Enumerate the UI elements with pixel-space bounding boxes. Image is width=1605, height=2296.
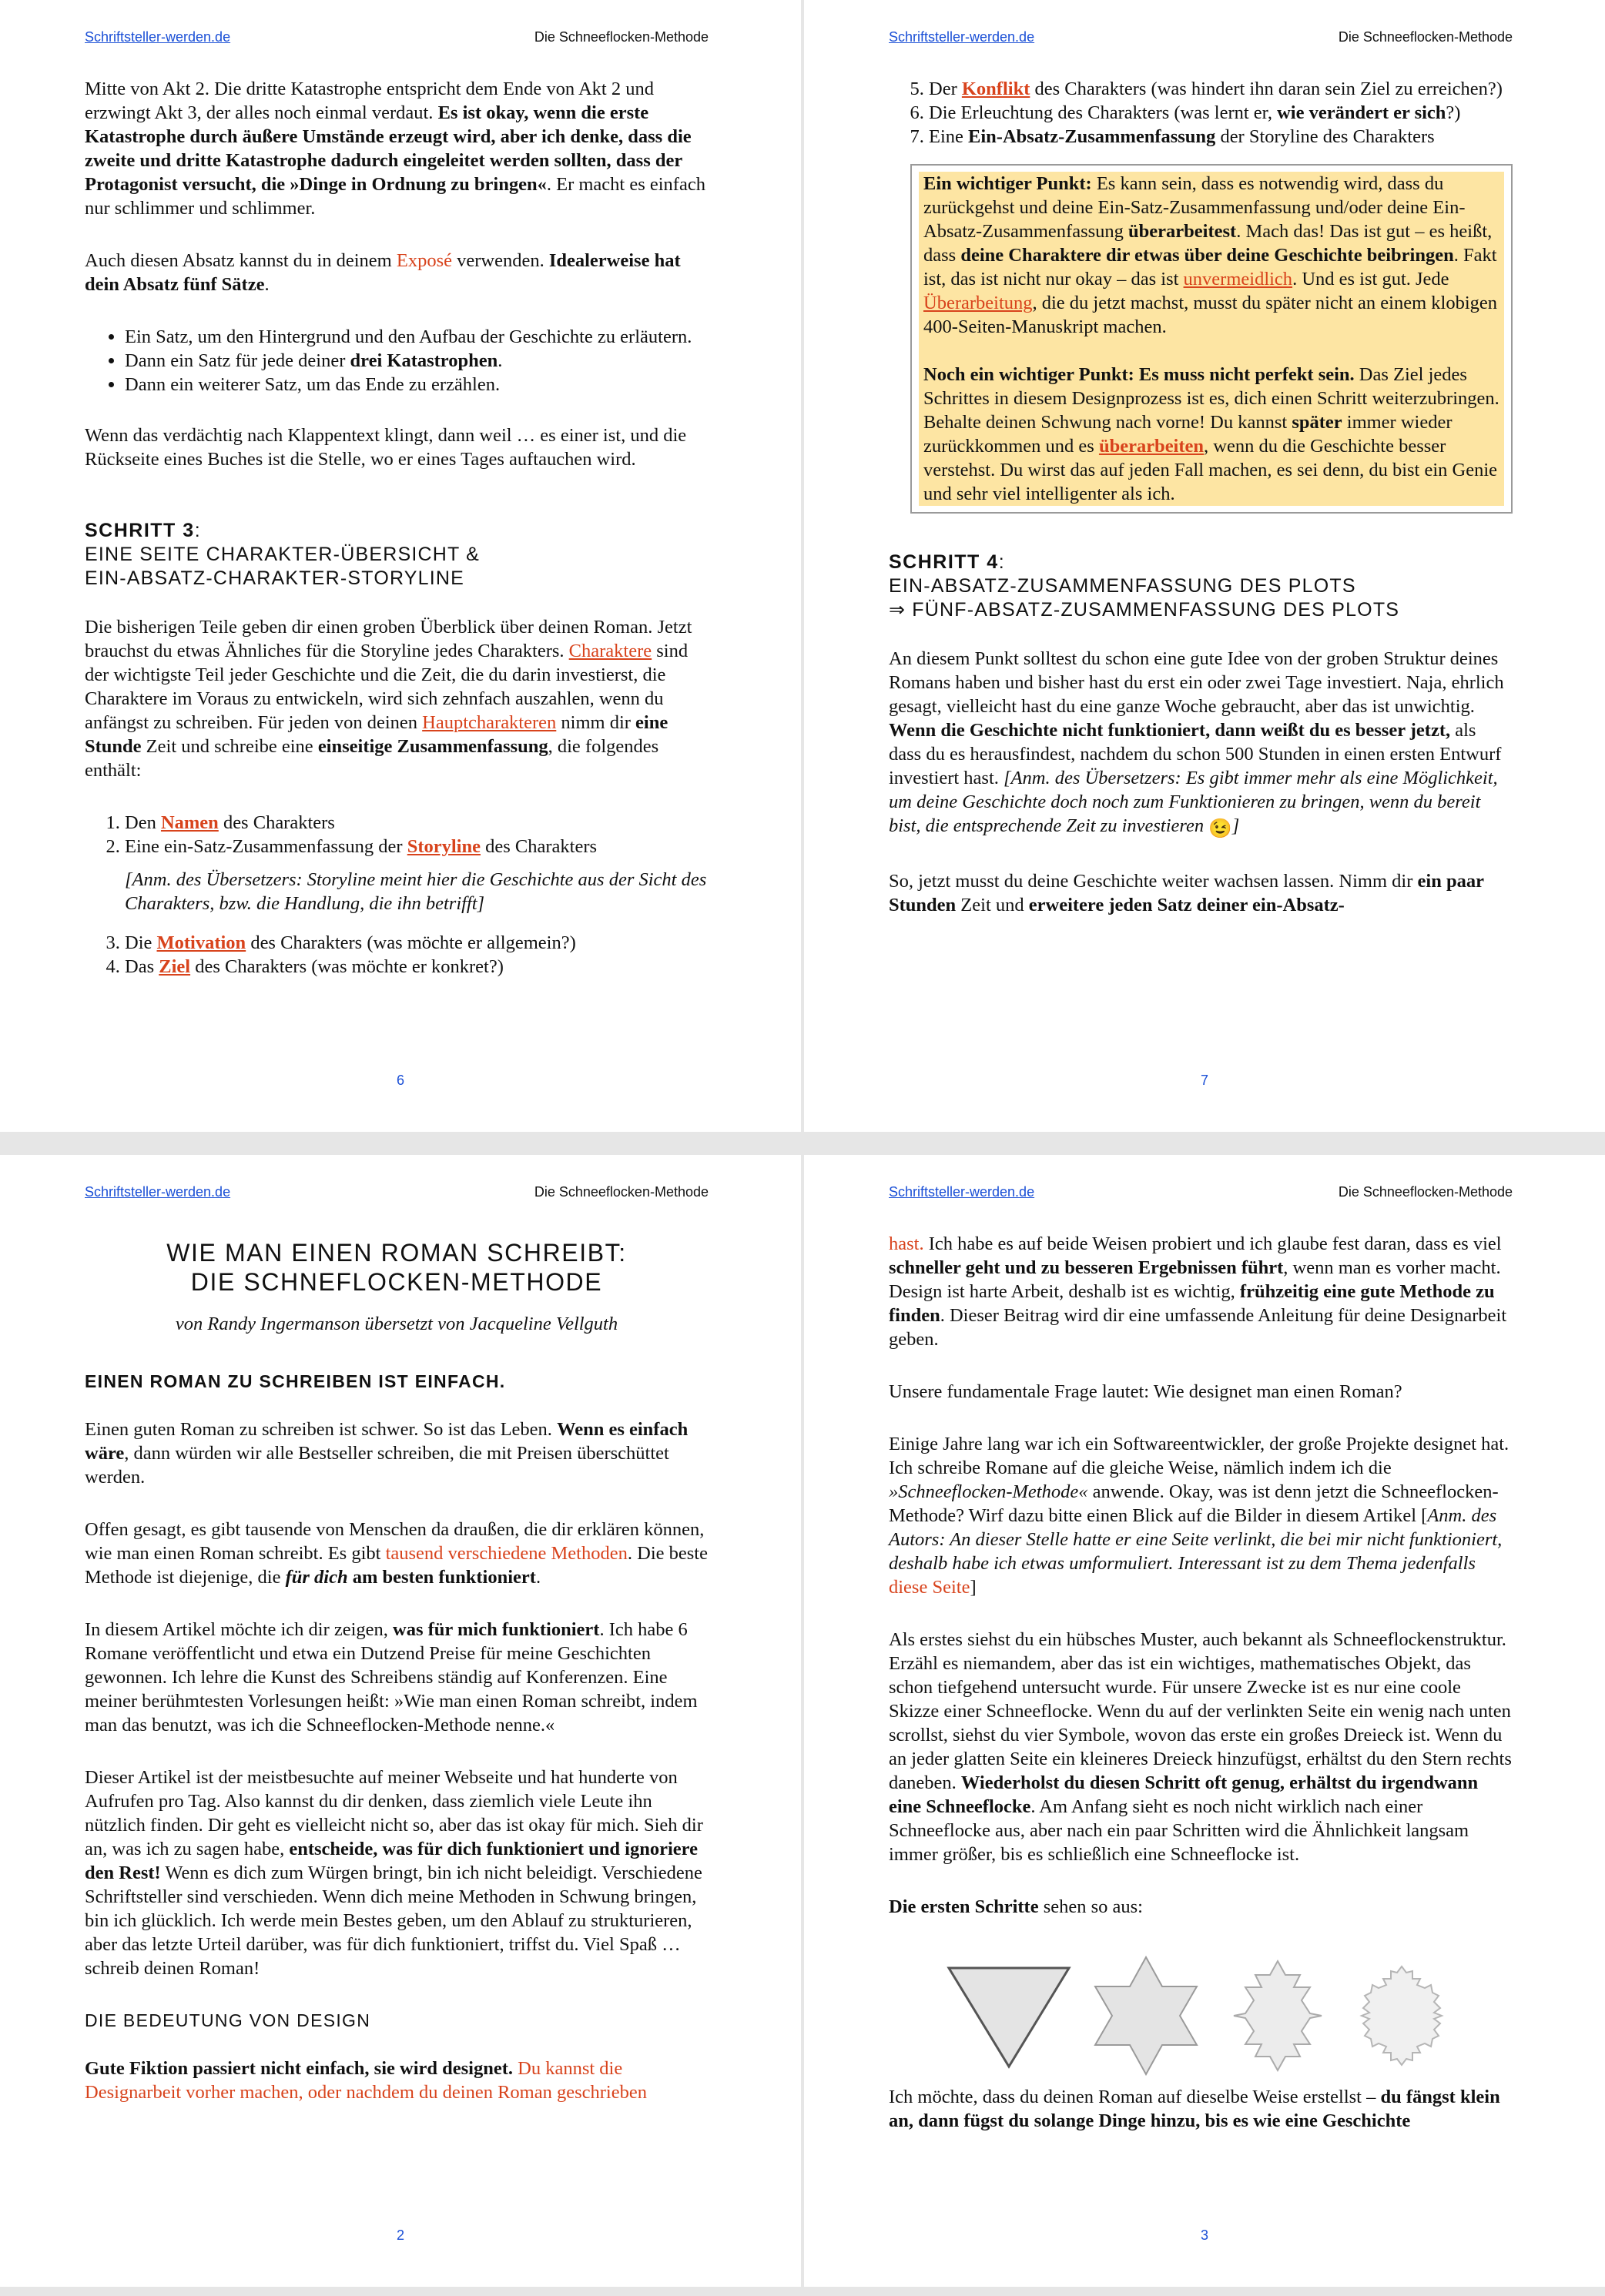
page-body bbox=[889, 1232, 1513, 2161]
storyline-link[interactable]: Storyline bbox=[407, 836, 481, 857]
page-header bbox=[85, 1184, 709, 1207]
page-number: 3 bbox=[1200, 2227, 1208, 2243]
page-body bbox=[889, 77, 1513, 946]
page-header bbox=[85, 29, 709, 52]
page-number: 2 bbox=[396, 2227, 404, 2243]
step-heading: SCHRITT 4: EIN-ABSATZ-ZUSAMMENFASSUNG DES PLOTS ⇒ FÜNF-ABSATZ-ZUSAMMENFASSUNG DES PLOTS bbox=[889, 551, 1400, 621]
list-item: • Ein Satz, um den Hintergrund und den Aufbau der Geschichte zu erläutern. bbox=[125, 325, 709, 349]
expose-link[interactable]: Exposé bbox=[396, 250, 452, 271]
doc-title: Die Schneeflocken-Methode bbox=[1338, 29, 1513, 45]
page-number: 7 bbox=[1200, 1073, 1208, 1088]
list-item: 1. Den Namen des Charakters bbox=[125, 811, 709, 835]
paragraph: hast. Ich habe es auf beide Weisen probiert und ich glaube fest daran, dass es viel schneller geht und zu besseren Ergebnissen führt, wenn man es vorher macht. Design ist harte Arbeit, deshalb ist es wichtig, frühzeitig eine gute Methode zu finden. Dieser Beitrag wird dir eine umfassende Anleitung für deine Designarbeit geben. bbox=[889, 1233, 1507, 1350]
doc-title: Die Schneeflocken-Methode bbox=[534, 29, 709, 45]
paragraph: Mitte von Akt 2. Die dritte Katastrophe entspricht dem Ende von Akt 2 und erzwingt Akt 3, der alles noch einmal verdaut. Es ist okay, wenn die erste Katastrophe durch äußere Umstände erzeugt wird, aber ich denke, dass die zweite und dritte Katastrophe dadurch eingeleitet werden sollten, dass der Protagonist versucht, die »Dinge in Ordnung zu bringen«. Er macht es einfach nur schlimmer und schlimmer. bbox=[85, 79, 705, 219]
star-icon bbox=[1084, 1954, 1208, 2077]
numbered-list bbox=[85, 811, 709, 979]
snowflake-step4-icon bbox=[1348, 1962, 1456, 2070]
snowflake-figure bbox=[889, 1954, 1513, 2077]
paragraph: Auch diesen Absatz kannst du in deinem Exposé verwenden. Idealerweise hat dein Absatz fünf Sätze. bbox=[85, 250, 681, 295]
list-item: 3. Die Motivation des Charakters (was möchte er allgemein?) bbox=[125, 931, 709, 955]
list-item: 4. Das Ziel des Charakters (was möchte er konkret?) bbox=[125, 955, 709, 979]
list-item: • Dann ein weiterer Satz, um das Ende zu erzählen. bbox=[125, 373, 709, 397]
namen-link[interactable]: Namen bbox=[160, 812, 219, 833]
methoden-link[interactable]: tausend verschiedene Methoden bbox=[385, 1543, 628, 1564]
list-item: 7. Eine Ein-Absatz-Zusammenfassung der Storyline des Charakters bbox=[929, 125, 1513, 149]
page-body bbox=[85, 1238, 709, 2133]
main-title: WIE MAN EINEN ROMAN SCHREIBT: DIE SCHNEFLOCKEN-METHODE bbox=[166, 1239, 627, 1296]
site-link[interactable]: Schriftsteller-werden.de bbox=[85, 29, 231, 45]
paragraph: Unsere fundamentale Frage lautet: Wie designet man einen Roman? bbox=[889, 1381, 1402, 1402]
box-paragraph: Noch ein wichtiger Punkt: Es muss nicht perfekt sein. Das Ziel jedes Schrittes in diesem Designprozess ist es, dich einen Schritt weiterzubringen. Behalte deinen Schwung nach vorne! Du kannst später immer wieder zurückkommen und es überarbeiten, wenn du die Geschichte besser verstehst. Du wirst das auf jeden Fall machen, es sei denn, du bist ein Genie und sehr viel intelligenter als ich. bbox=[923, 364, 1499, 504]
page-7 bbox=[804, 0, 1605, 1132]
site-link[interactable]: Schriftsteller-werden.de bbox=[889, 29, 1035, 45]
byline: von Randy Ingermanson übersetzt von Jacqueline Vellguth bbox=[175, 1314, 618, 1334]
paragraph: Die ersten Schritte sehen so aus: bbox=[889, 1896, 1143, 1917]
page-3 bbox=[804, 1155, 1605, 2287]
page-number: 6 bbox=[396, 1073, 404, 1088]
ziel-link[interactable]: Ziel bbox=[159, 956, 191, 977]
unvermeidlich-link[interactable]: unvermeidlich bbox=[1183, 269, 1293, 290]
designarbeit-link[interactable]: Du kannst die Designarbeit vorher machen, oder nachdem du deinen Roman geschrieben bbox=[85, 2058, 647, 2103]
paragraph: In diesem Artikel möchte ich dir zeigen, was für mich funktioniert. Ich habe 6 Romane veröffentlicht und etwa ein Dutzend Preise für meine Geschichten gewonnen. Ich lehre die Kunst des Schreibens ständig auf Konferenzen. Eine meiner berühmtesten Vorlesungen heißt: »Wie man einen Roman schreibt, indem man das benutzt, was ich die Schneeflocken-Methode nenne.« bbox=[85, 1619, 698, 1735]
paragraph: Die bisherigen Teile geben dir einen groben Überblick über deinen Roman. Jetzt brauchst du etwas Ähnliches für die Storyline jedes Charakters. Charaktere sind der wichtigste Teil jeder Geschichte und die Zeit, die du darin investierst, die Charaktere im Voraus zu entwickeln, wird sich zehnfach auszahlen, wenn du anfängst zu schreiben. Für jeden von deinen Hauptcharakteren nimm dir eine Stunde Zeit und schreibe eine einseitige Zusammenfassung, die folgendes enthält: bbox=[85, 617, 692, 781]
wink-emoji-icon: 😉 bbox=[1208, 818, 1232, 839]
page-body bbox=[85, 77, 709, 994]
paragraph: So, jetzt musst du deine Geschichte weiter wachsen lassen. Nimm dir ein paar Stunden Zeit und erweitere jeden Satz deiner ein-Absatz- bbox=[889, 871, 1484, 915]
motivation-link[interactable]: Motivation bbox=[156, 932, 246, 953]
site-link[interactable]: Schriftsteller-werden.de bbox=[889, 1184, 1035, 1200]
paragraph: An diesem Punkt solltest du schon eine gute Idee von der groben Struktur deines Romans haben und bisher hast du erst ein oder zwei Tage investiert. Naja, ehrlich gesagt, vielleicht hast du eine ganze Woche gebraucht, aber das ist unwichtig. Wenn die Geschichte nicht funktioniert, dann weißt du es besser jetzt, als dass du es herausfindest, nachdem du schon 500 Stunden in einen ersten Entwurf investiert hast. [Anm. des Übersetzers: Es gibt immer mehr als eine Möglichkeit, um deine Geschichte doch noch zum Funktionieren zu bringen, wenn du bereit bist, die entsprechende Zeit zu investieren 😉] bbox=[889, 648, 1504, 839]
section-heading: DIE BEDEUTUNG VON DESIGN bbox=[85, 2010, 371, 2030]
step-heading: SCHRITT 3: EINE SEITE CHARAKTER-ÜBERSICHT & EIN-ABSATZ-CHARAKTER-STORYLINE bbox=[85, 520, 481, 589]
paragraph: Ich möchte, dass du deinen Roman auf dieselbe Weise erstellst – du fängst klein an, dann fügst du solange Dinge hinzu, bis es wie eine Geschichte bbox=[889, 2087, 1500, 2131]
page-header bbox=[889, 1184, 1513, 1207]
diese-seite-link[interactable]: diese Seite bbox=[889, 1577, 970, 1598]
bullet-list bbox=[85, 325, 709, 397]
list-item: • Dann ein Satz für jede deiner drei Katastrophen. bbox=[125, 349, 709, 373]
page-2 bbox=[0, 1155, 801, 2287]
snowflake-step3-icon bbox=[1220, 1958, 1335, 2073]
ueberarbeitung-link[interactable]: Überarbeitung bbox=[923, 293, 1033, 313]
hauptcharaktere-link[interactable]: Hauptcharakteren bbox=[422, 712, 557, 733]
paragraph: Als erstes siehst du ein hübsches Muster, auch bekannt als Schneeflockenstruktur. Erzähl es niemandem, aber das ist ein wichtiges, mathematisches Objekt, das schon tiefgehend untersucht wurde. Für unsere Zwecke ist es nur eine coole Skizze einer Schneeflocke. Wenn du auf der verlinkten Seite ein wenig nach unten scrollst, siehst du vier Symbole, wovon das erste ein großes Dreieck ist. Wenn du an jeder glatten Seite ein kleineres Dreieck hinzufügst, erhältst du den Stern rechts daneben. Wiederholst du diesen Schritt oft genug, erhältst du irgendwann eine Schneeflocke. Am Anfang sieht es noch nicht wirklich nach einer Schneeflocke aus, aber nach ein paar Schritten wird die Ähnlichkeit langsam immer größer, bis es schließlich eine Schneeflocke ist. bbox=[889, 1629, 1512, 1865]
translator-note: [Anm. des Übersetzers: Storyline meint hier die Geschichte aus der Sicht des Charakters, bzw. die Handlung, die ihn betrifft] bbox=[125, 869, 707, 914]
doc-title: Die Schneeflocken-Methode bbox=[1338, 1184, 1513, 1200]
page-6 bbox=[0, 0, 801, 1132]
paragraph: Einige Jahre lang war ich ein Softwareentwickler, der große Projekte designet hat. Ich schreibe Romane auf die gleiche Weise, nämlich indem ich die »Schneeflocken-Methode« anwende. Okay, was ist denn jetzt die Schneeflocken-Methode? Wirf dazu bitte einen Blick auf die Bilder in diesem Artikel [Anm. des Autors: An dieser Stelle hatte er eine Seite verlinkt, die bei mir nicht funktioniert, deshalb habe ich etwas umformuliert. Interessant ist zu dem Thema jedenfalls diese Seite] bbox=[889, 1434, 1510, 1598]
page-header bbox=[889, 29, 1513, 52]
paragraph: Wenn das verdächtig nach Klappentext klingt, dann weil … es einer ist, und die Rückseite eines Buches ist die Stelle, wo er eines Tages auftauchen wird. bbox=[85, 425, 687, 470]
konflikt-link[interactable]: Konflikt bbox=[961, 79, 1030, 99]
ueberarbeiten-link[interactable]: überarbeiten bbox=[1098, 436, 1205, 457]
numbered-list bbox=[889, 77, 1513, 149]
charaktere-link[interactable]: Charaktere bbox=[568, 641, 652, 661]
paragraph: Einen guten Roman zu schreiben ist schwer. So ist das Leben. Wenn es einfach wäre, dann würden wir alle Bestseller schreiben, die mit Preisen überschüttet werden. bbox=[85, 1419, 689, 1488]
list-item: 2. Eine ein-Satz-Zusammenfassung der Storyline des Charakters [Anm. des Übersetzers: Storyline meint hier die Geschichte aus der Sicht des Charakters, bzw. die Handlung, die ihn betrifft] bbox=[125, 835, 709, 915]
hast-link[interactable]: hast. bbox=[889, 1233, 924, 1254]
box-paragraph: Ein wichtiger Punkt: Es kann sein, dass es notwendig wird, dass du zurückgehst und deine Ein-Satz-Zusammenfassung und/oder deine Ein-Absatz-Zusammenfassung überarbeitest. Mach das! Das ist gut – es heißt, dass deine Charaktere dir etwas über deine Geschichte beibringen. Fakt ist, das ist nicht nur okay – das ist unvermeidlich. Und es ist gut. Jede Überarbeitung, die du jetzt machst, musst du später nicht an einem klobigen 400-Seiten-Manuskript machen. bbox=[923, 173, 1498, 337]
triangle-icon bbox=[946, 1962, 1072, 2070]
doc-title: Die Schneeflocken-Methode bbox=[534, 1184, 709, 1200]
section-heading: EINEN ROMAN ZU SCHREIBEN IST EINFACH. bbox=[85, 1371, 506, 1391]
paragraph: Dieser Artikel ist der meistbesuchte auf meiner Webseite und hat hunderte von Aufrufen pro Tag. Also kannst du dir denken, dass ziemlich viele Leute ihn nützlich finden. Dir geht es vielleicht nicht so, aber das ist okay für mich. Sieh dir an, was ich zu sagen habe, entscheide, was für dich funktioniert und ignoriere den Rest! Wenn es dich zum Würgen bringt, bin ich nicht beleidigt. Verschiedene Schriftsteller sind verschieden. Wenn dich meine Methoden in Schwung bringen, bin ich glücklich. Ich werde mein Bestes geben, um den Ablauf zu strukturieren, aber das letzte Urteil darüber, was für dich funktioniert, triffst du. Viel Spaß … schreib deinen Roman! bbox=[85, 1767, 703, 1979]
list-item: 5. Der Konflikt des Charakters (was hindert ihn daran sein Ziel zu erreichen?) bbox=[929, 77, 1513, 101]
site-link[interactable]: Schriftsteller-werden.de bbox=[85, 1184, 231, 1200]
paragraph: Offen gesagt, es gibt tausende von Menschen da draußen, die dir erklären können, wie man einen Roman schreibt. Es gibt tausend verschiedene Methoden. Die beste Methode ist diejenige, die für dich am besten funktioniert. bbox=[85, 1519, 708, 1588]
highlight-box bbox=[910, 164, 1513, 514]
paragraph: Gute Fiktion passiert nicht einfach, sie wird designet. Du kannst die Designarbeit vorher machen, oder nachdem du deinen Roman geschrieben bbox=[85, 2058, 647, 2103]
list-item: 6. Die Erleuchtung des Charakters (was lernt er, wie verändert er sich?) bbox=[929, 101, 1513, 125]
